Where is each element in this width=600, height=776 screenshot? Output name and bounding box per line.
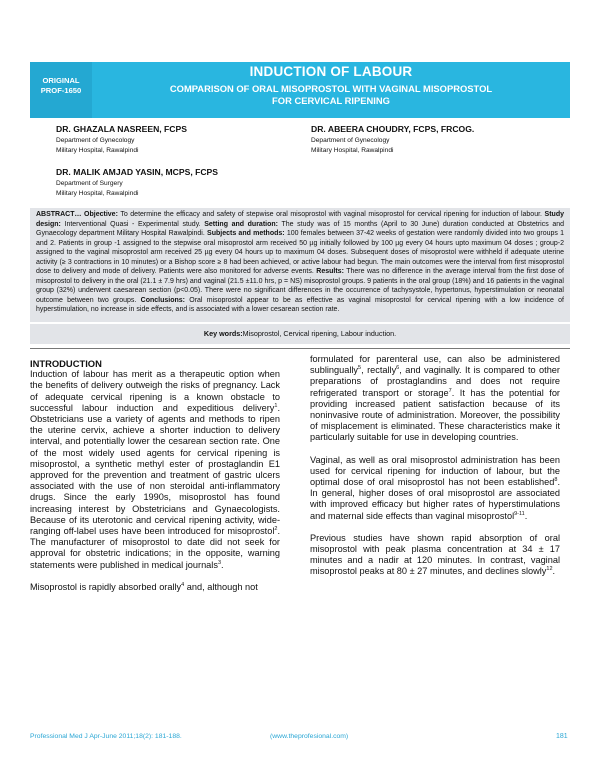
text-run: . Obstetricians use a variety of agents and methods to ripen the uterine cervix, achieve a shorter induction to delivery interval, and potentially lower the cesarean section rate. One of the most widely used agents for cervical ripening is misoprostol, a synthetic methyl ester of prostaglandin E1 approved for the prevention and treatment of gastric ulcers associated with the use of non steroidal anti-inflammatory drugs. Since the early 1990s, misoprostol has found increasing interest by Obstetricians and Gynaecologists. Because of its uterotonic and cervical ripening activity, wide-ranging off-label uses have been introduced for misoprostol — [30, 402, 280, 537]
subjects-label: Subjects and methods: — [207, 230, 285, 237]
badge-type: ORIGINAL — [42, 76, 80, 85]
article-type-badge — [30, 62, 92, 118]
text-run: Misoprostol is rapidly absorbed orally — [30, 581, 182, 592]
text-run: . It has the potential for providing increased patient satisfaction because of its noninvasive route of administration. Moreover, the possibility of misplacement is eliminated. These characteristics make it particularly suitable for use in developing countries. — [310, 387, 560, 443]
author-department: Department of Gynecology — [56, 137, 135, 144]
text-run: and, although not — [184, 581, 258, 592]
text-run: formulated for parenteral use, can also be administered sublingually — [310, 354, 560, 376]
abstract-objective: To determine the efficacy and safety of stepwise oral misoprostol with vaginal misoprostol for cervical ripening for induction of labour. — [117, 211, 545, 218]
subtitle-line-1: COMPARISON OF ORAL MISOPROSTOL WITH VAGINAL MISOPROSTOL — [169, 83, 493, 94]
author-block — [56, 124, 187, 155]
abstract-subjects: 100 females between 37-42 weeks of gestation were randomly divided into two groups 1 and 2. Patients in group -1 assigned to the stepwise oral misoprostol arm received 50 µg initially followed by 100 µg every 04 hours upto maximum 04 doses ; group-2 assigned to the vaginal misoprostol arm received 25 µg every 04 hours up to maximum 04 doses. Subsequent doses of misoprostol were withheld if adequate uterine activity (≥ 3 contractions in 10 minutes) or a Bishop score ≥ 8 had been achieved, or active labour had begun. The main outcomes were the interval from first misoprostol dose to delivery and mode of delivery. Patients were also monitored for adverse events. — [36, 230, 565, 275]
citation[interactable]: 7 — [448, 387, 452, 394]
keywords-text: Misoprostol, Cervical ripening, Labour induction. — [242, 329, 397, 338]
keywords-box — [30, 324, 570, 344]
text-run: Previous studies have shown rapid absorption of oral misoprostol with peak plasma concentration at 34 ± 17 minutes and a nadir at 120 minutes. In contrast, vaginal misoprostol peaks at 80 ± 27 minutes, and declines slowly — [310, 532, 560, 577]
citation[interactable]: 2 — [274, 525, 278, 532]
author-institution: Military Hospital, Rawalpindi — [311, 146, 394, 154]
conclusions-label: Conclusions: — [140, 296, 185, 304]
author-block — [56, 167, 218, 198]
paragraph — [310, 533, 560, 578]
body-column-left — [30, 354, 280, 604]
author-block — [311, 124, 474, 155]
citation[interactable]: 1 — [274, 402, 278, 409]
article-title: INDUCTION OF LABOUR — [249, 64, 413, 79]
citation[interactable]: 3 — [217, 559, 221, 566]
citation[interactable]: 9-11 — [514, 510, 525, 517]
text-run: . — [552, 566, 556, 577]
citation[interactable]: 4 — [181, 581, 185, 588]
paragraph — [30, 582, 280, 593]
journal-website-link[interactable]: (www.theprofesional.com) — [270, 733, 349, 740]
paragraph — [310, 455, 560, 522]
abstract-conclusions: Oral misoprostol appear to be as effective as vaginal misoprostol for cervical ripening with a low incidence of hyperstimulation, no increase in side effects, and is associated with a lower cesarean section rate. — [36, 296, 565, 313]
author-name: DR. ABEERA CHOUDRY, FCPS, FRCOG. — [311, 124, 475, 134]
paragraph — [310, 354, 560, 444]
citation[interactable]: 12 — [546, 566, 553, 573]
abstract-results: There was no difference in the average interval from the first dose of misoprostol to delivery in the oral (21.1 ± 7.9 hrs) and vaginal (21.5 ±11.0 hrs, p = NS) misoprostol groups. 9 patients in the oral group (18%) and 16 patients in the vaginal group (32%) underwent caesarean section (p<0.05). There were no significant differences in the occurrence of tachysystole, hypertonus, hyperstimulation or neonatal outcome between two groups. — [36, 268, 565, 304]
page-number: 181 — [556, 733, 568, 740]
citation[interactable]: 6 — [396, 365, 400, 372]
abstract-design: Interventional Quasi - Experimental study. — [60, 220, 205, 228]
author-name: DR. GHAZALA NASREEN, FCPS — [56, 124, 187, 134]
author-department: Department of Gynecology — [311, 137, 390, 144]
setting-label: Setting and duration: — [204, 220, 278, 228]
design-label: Study design: — [36, 211, 564, 228]
abstract-label: ABSTRACT… Objective: — [36, 211, 118, 218]
results-label: Results: — [316, 268, 344, 275]
text-run: . In general, higher doses of oral misoprostol are associated with improved efficacy but higher rates of hyperstimulations and maternal side effects than vaginal misoprostol — [310, 477, 560, 521]
abstract-setting: The study was of 15 months (April to 30 June) duration conducted at Obstetrics and Gynaecology department Military Hospital Rawalpindi. — [36, 220, 565, 237]
author-institution: Military Hospital, Rawalpindi — [56, 146, 139, 154]
paragraph — [30, 369, 280, 571]
text-run: Vaginal, as well as oral misoprostol administration has been used for cervical ripening for induction of labour, but the optimal dose of oral misoprostol has not been established — [310, 454, 560, 488]
journal-citation: Professional Med J Apr-June 2011;18(2): 181-188. — [30, 733, 182, 740]
author-name: DR. MALIK AMJAD YASIN, MCPS, FCPS — [56, 167, 219, 177]
text-run: , and vaginally. It is compared to other preparations of prostaglandins and does not require refrigerated transport or storage — [310, 365, 560, 398]
text-run: . — [524, 510, 528, 521]
text-run: , rectally — [361, 365, 397, 376]
author-department: Department of Surgery — [56, 180, 123, 187]
text-run: . — [221, 559, 224, 570]
text-run: . The manufacturer of misoprostol to date did not seek for approval for obstetric indications; in the opposite, warning statements were published in medical journals — [30, 526, 280, 570]
section-divider — [30, 348, 570, 349]
abstract-box — [30, 208, 570, 322]
author-institution: Military Hospital, Rawalpindi — [56, 189, 139, 197]
citation[interactable]: 5 — [358, 365, 362, 372]
introduction-heading: INTRODUCTION — [30, 358, 102, 369]
text-run: Induction of labour has merit as a therapeutic option when the benefits of delivery outweigh the risks of pregnancy. Lack of adequate cervical ripening is a known obstacle to successful labour induction and expeditious delivery — [30, 369, 280, 413]
article-subtitle — [92, 83, 570, 106]
badge-id: PROF-1650 — [40, 86, 82, 95]
subtitle-line-2: FOR CERVICAL RIPENING — [272, 94, 390, 106]
body-column-right — [310, 354, 560, 589]
keywords-label: Key words: — [203, 329, 243, 338]
citation[interactable]: 8 — [554, 476, 558, 483]
